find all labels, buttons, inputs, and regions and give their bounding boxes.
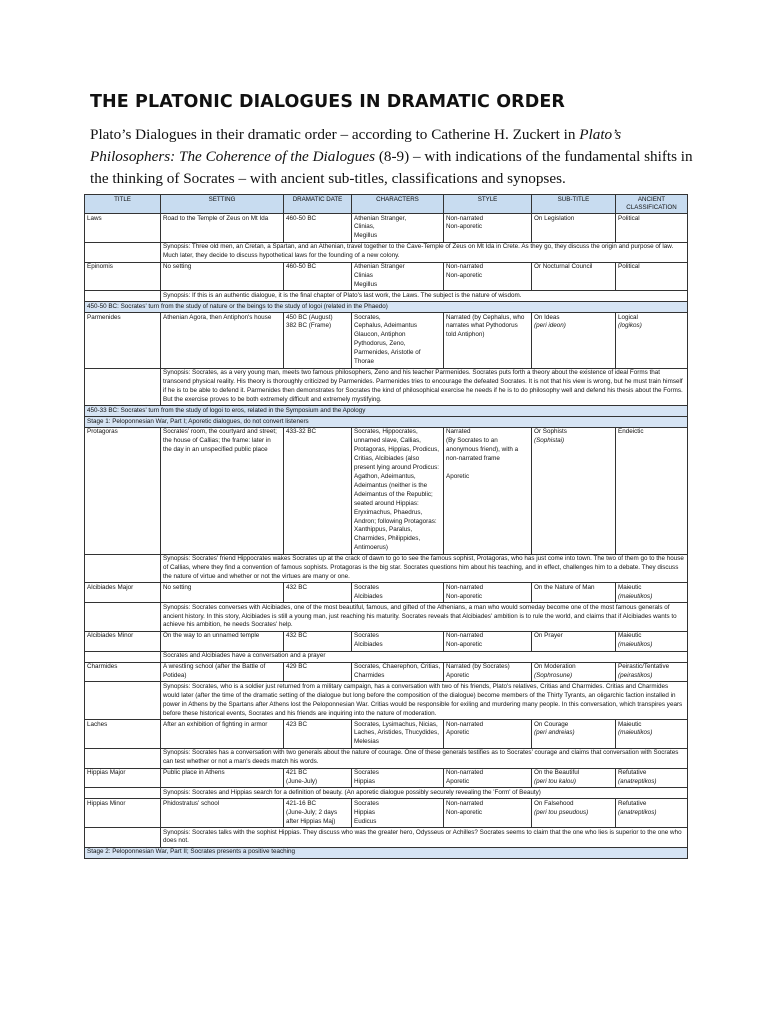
synopsis-text: Synopsis: Socrates converses with Alcibiades, one of the most beautiful, famous, and gifted of the Athenians, a man who would someday become one of the most famous generals of ancient history. In this story, Alcibiades is still a young man, just reaching his maturity. Socrates reveals that Alcibiades' ambition is to rule the world, and claims that if Alcibiades wants to achieve his ambition, he needs Socrates' help. bbox=[161, 603, 688, 632]
col-header-characters: CHARACTERS bbox=[352, 195, 444, 214]
setting-cell: A wrestling school (after the Battle of Potidea) bbox=[161, 662, 284, 682]
characters-cell: Athenian Stranger, Clinias, Megillus bbox=[352, 214, 444, 243]
subtitle-cell bbox=[532, 214, 616, 243]
dramatic-date-cell: 421 BC (June-July) bbox=[284, 768, 352, 788]
subtitle-text: On Legislation bbox=[534, 214, 575, 222]
section-band-row bbox=[85, 302, 688, 313]
dramatic-date-cell: 421-16 BC (June-July; 2 days after Hippias Maj) bbox=[284, 799, 352, 828]
characters-cell: Socrates, Cephalus, Adeimantus Glaucon, Antiphon Pythodorus, Zeno, Parmenides, Aristotle of Thorae bbox=[352, 313, 444, 368]
classification-greek: (maieutikos) bbox=[618, 592, 653, 600]
subtitle-text: On Courage bbox=[534, 720, 569, 728]
style-cell: Narrated (By Socrates to an anonymous friend), with a non-narrated frame Aporetic bbox=[444, 427, 532, 554]
dramatic-date-cell: 432 BC bbox=[284, 583, 352, 603]
col-header-style: STYLE bbox=[444, 195, 532, 214]
synopsis-row bbox=[85, 242, 688, 262]
dialogue-row bbox=[85, 427, 688, 554]
synopsis-spacer bbox=[85, 682, 161, 720]
synopsis-text: Synopsis: Socrates' friend Hippocrates wakes Socrates up at the crack of dawn to go to see the famous sophist, Protagoras, who has just come into town. The two of them go to the house of Callias, where they find a convention of famous sophists. Protagoras is the big star. Socrates questions him about his teaching, and in effect, challenges him to a debate. They discuss the nature of virtue and whether or not the virtues are many or one. bbox=[161, 554, 688, 583]
subtitle-cell bbox=[532, 631, 616, 651]
classification-greek: (anatreptikos) bbox=[618, 777, 657, 785]
classification-text: Maieutic bbox=[618, 583, 642, 591]
characters-cell: Athenian Stranger Clinias Megillus bbox=[352, 262, 444, 291]
setting-cell: Road to the Temple of Zeus on Mt Ida bbox=[161, 214, 284, 243]
intro-text-2: (8-9) – with indications of the fundamental shifts in the thinking of Socrates – with ancient sub-titles, classifications and synopses. bbox=[90, 148, 693, 187]
classification-text: Political bbox=[618, 263, 640, 271]
synopsis-text: Synopsis: If this is an authentic dialogue, it is the final chapter of Plato's last work, the Laws. The subject is the nature of wisdom. bbox=[161, 291, 688, 302]
characters-cell: Socrates Alcibiades bbox=[352, 583, 444, 603]
style-cell: Non-narrated Non-aporetic bbox=[444, 583, 532, 603]
synopsis-spacer bbox=[85, 788, 161, 799]
table-header-row bbox=[85, 195, 688, 214]
synopsis-row bbox=[85, 554, 688, 583]
intro-paragraph bbox=[90, 124, 700, 190]
section-band-text: Stage 1: Peloponnesian War, Part I; Aporetic dialogues, do not convert listeners bbox=[85, 417, 688, 428]
style-cell: Non-narrated Non-aporetic bbox=[444, 262, 532, 291]
dramatic-date-cell: 433-32 BC bbox=[284, 427, 352, 554]
subtitle-greek: (Sophistai) bbox=[534, 437, 565, 445]
synopsis-spacer bbox=[85, 748, 161, 768]
subtitle-text: On the Nature of Man bbox=[534, 583, 595, 591]
style-cell: Non-narrated Aporetic bbox=[444, 720, 532, 749]
classification-greek: (peirastikos) bbox=[618, 672, 653, 679]
classification-greek: (anatreptikos) bbox=[618, 808, 657, 816]
subtitle-cell bbox=[532, 768, 616, 788]
characters-cell: Socrates Alcibiades bbox=[352, 631, 444, 651]
subtitle-cell bbox=[532, 262, 616, 291]
synopsis-text: Socrates and Alcibiades have a conversation and a prayer bbox=[161, 651, 688, 662]
synopsis-row bbox=[85, 828, 688, 848]
subtitle-text: Or Sophists bbox=[534, 428, 567, 436]
subtitle-greek: (peri ideon) bbox=[534, 322, 566, 330]
dramatic-date-cell: 429 BC bbox=[284, 662, 352, 682]
section-band-text: 450-50 BC: Socrates' turn from the study of nature or the beings to the study of logoi (related in the Phaedo) bbox=[85, 302, 688, 313]
dialogue-row bbox=[85, 583, 688, 603]
classification-greek: (logikos) bbox=[618, 322, 642, 330]
table-body bbox=[85, 214, 688, 859]
dialogue-title-cell: Laws bbox=[85, 214, 161, 243]
synopsis-spacer bbox=[85, 828, 161, 848]
setting-cell: No setting bbox=[161, 262, 284, 291]
section-band-text: 450-33 BC: Socrates' turn from the study of logoi to eros, related in the Symposium and the Apology bbox=[85, 406, 688, 417]
dramatic-date-cell: 460-50 BC bbox=[284, 214, 352, 243]
subtitle-text: On Moderation bbox=[534, 663, 576, 671]
section-band-row bbox=[85, 417, 688, 428]
classification-cell bbox=[616, 262, 688, 291]
setting-cell: Athenian Agora, then Antiphon's house bbox=[161, 313, 284, 368]
classification-cell bbox=[616, 768, 688, 788]
synopsis-spacer bbox=[85, 291, 161, 302]
dramatic-date-cell: 432 BC bbox=[284, 631, 352, 651]
classification-greek: (maieutikos) bbox=[618, 641, 653, 649]
document-title: THE PLATONIC DIALOGUES IN DRAMATIC ORDER bbox=[90, 92, 565, 112]
classification-cell bbox=[616, 720, 688, 749]
classification-text: Refutative bbox=[618, 769, 647, 777]
classification-greek: (maieutikos) bbox=[618, 729, 653, 737]
dialogue-title-cell: Alcibiades Minor bbox=[85, 631, 161, 651]
subtitle-cell bbox=[532, 720, 616, 749]
classification-cell bbox=[616, 799, 688, 828]
dialogue-title-cell: Alcibiades Major bbox=[85, 583, 161, 603]
subtitle-greek: (peri tou pseudous) bbox=[534, 808, 589, 816]
setting-cell: Socrates' room, the courtyard and street; the house of Callias; the frame: later in the day in an unspecified public place bbox=[161, 427, 284, 554]
dialogue-title-cell: Parmenides bbox=[85, 313, 161, 368]
dialogue-row bbox=[85, 631, 688, 651]
classification-cell bbox=[616, 313, 688, 368]
synopsis-spacer bbox=[85, 554, 161, 583]
section-band-text: Stage 2: Peloponnesian War, Part II; Socrates presents a positive teaching bbox=[85, 847, 688, 858]
subtitle-cell bbox=[532, 799, 616, 828]
classification-cell bbox=[616, 583, 688, 603]
subtitle-cell bbox=[532, 427, 616, 554]
dialogue-title-cell: Hippias Major bbox=[85, 768, 161, 788]
synopsis-text: Synopsis: Socrates, as a very young man, meets two famous philosophers, Zeno and his teacher Parmenides. Socrates puts forth a theory about the existence of ideal Forms that transcend physical reality. His theory is thoroughly criticized by Parmenides. Parmenides tries to encourage the defeated Socrates. It is not that his view is wrong, but he must train himself if he is to be able to defend it. Parmenides then demonstrates for Socrates the kind of philosophical exercise he needs if he is to do philosophy well and defend his thesis about the Forms. But the exercise proves to be both extremely difficult and extremely mystifying. bbox=[161, 368, 688, 406]
dialogue-row bbox=[85, 214, 688, 243]
dialogue-title-cell: Laches bbox=[85, 720, 161, 749]
dialogue-title-cell: Protagoras bbox=[85, 427, 161, 554]
dialogue-title-cell: Hippias Minor bbox=[85, 799, 161, 828]
characters-cell: Socrates Hippias bbox=[352, 768, 444, 788]
subtitle-text: Or Nocturnal Council bbox=[534, 263, 593, 271]
synopsis-row bbox=[85, 788, 688, 799]
subtitle-text: On the Beautiful bbox=[534, 769, 580, 777]
classification-text: Endeictic bbox=[618, 428, 644, 436]
synopsis-text: Synopsis: Socrates, who is a soldier just returned from a military campaign, has a conversation with two of his friends, Plato's relatives, Critias and Charmides. Critias and Charmides would later (after the time of the dramatic setting of the dialogue but long before the composition of the dialogue) become members of the Thirty Tyrants, an oligarchic faction installed in power in Athens by the Spartans after Athens lost the Peloponnesian War. Critias would be responsible for exiling and murdering many people. In this conversation, which transpires years before these historical events, Socrates and his friends are inquiring into the nature of moderation. bbox=[161, 682, 688, 720]
setting-cell: After an exhibition of fighting in armor bbox=[161, 720, 284, 749]
characters-cell: Socrates, Chaerephon, Critias, Charmides bbox=[352, 662, 444, 682]
synopsis-row bbox=[85, 748, 688, 768]
classification-cell bbox=[616, 631, 688, 651]
synopsis-spacer bbox=[85, 603, 161, 632]
subtitle-text: On Falsehood bbox=[534, 799, 574, 807]
col-header-classification: ANCIENT CLASSIFICATION bbox=[616, 195, 688, 214]
dramatic-date-cell: 423 BC bbox=[284, 720, 352, 749]
characters-cell: Socrates, Lysimachus, Nicias, Laches, Aristides, Thucydides, Melesias bbox=[352, 720, 444, 749]
dramatic-date-cell: 450 BC (August) 382 BC (Frame) bbox=[284, 313, 352, 368]
setting-cell: Phidostratus' school bbox=[161, 799, 284, 828]
book-title: Plato’s Philosophers: The Coherence of the Dialogues bbox=[90, 126, 622, 165]
setting-cell: No setting bbox=[161, 583, 284, 603]
subtitle-cell bbox=[532, 313, 616, 368]
synopsis-spacer bbox=[85, 651, 161, 662]
dialogue-row bbox=[85, 262, 688, 291]
col-header-setting: SETTING bbox=[161, 195, 284, 214]
classification-text: Peirastic/Tentative bbox=[618, 663, 670, 671]
col-header-title: TITLE bbox=[85, 195, 161, 214]
subtitle-text: On Prayer bbox=[534, 632, 563, 640]
style-cell: Narrated (by Socrates) Aporetic bbox=[444, 662, 532, 682]
classification-cell bbox=[616, 427, 688, 554]
synopsis-text: Synopsis: Socrates talks with the sophist Hippias. They discuss who was the greater hero, Odysseus or Achilles? Socrates seems to claim that the one who lies is superior to the one who does not. bbox=[161, 828, 688, 848]
synopsis-spacer bbox=[85, 242, 161, 262]
style-cell: Non-narrated Non-aporetic bbox=[444, 799, 532, 828]
synopsis-text: Synopsis: Socrates has a conversation with two generals about the nature of courage. One of these generals testifies as to Socrates' courage and claims that conversation with Socrates can test whether or not a man's deeds match his words. bbox=[161, 748, 688, 768]
subtitle-cell bbox=[532, 583, 616, 603]
dialogues-table bbox=[84, 194, 688, 859]
dialogue-row bbox=[85, 313, 688, 368]
classification-cell bbox=[616, 662, 688, 682]
synopsis-row bbox=[85, 603, 688, 632]
subtitle-text: On Ideas bbox=[534, 313, 560, 321]
subtitle-greek: (peri andreias) bbox=[534, 729, 575, 737]
classification-cell bbox=[616, 214, 688, 243]
classification-text: Maieutic bbox=[618, 720, 642, 728]
dialogue-row bbox=[85, 720, 688, 749]
classification-text: Logical bbox=[618, 313, 638, 321]
intro-text-1: Plato’s Dialogues in their dramatic order – according to Catherine H. Zuckert in bbox=[90, 126, 580, 143]
subtitle-greek: (Sophrosune) bbox=[534, 672, 573, 679]
col-header-date: DRAMATIC DATE bbox=[284, 195, 352, 214]
section-band-row bbox=[85, 406, 688, 417]
dialogue-row bbox=[85, 662, 688, 682]
synopsis-text: Synopsis: Three old men, an Cretan, a Spartan, and an Athenian, travel together to the Cave-Temple of Zeus on Mt Ida in Crete. As they go, they discuss the origin and purpose of law. Much later, they decide to discuss hypothetical laws for the founding of a new colony. bbox=[161, 242, 688, 262]
synopsis-row bbox=[85, 651, 688, 662]
setting-cell: On the way to an unnamed temple bbox=[161, 631, 284, 651]
dialogue-title-cell: Epinomis bbox=[85, 262, 161, 291]
style-cell: Non-narrated Non-aporetic bbox=[444, 214, 532, 243]
style-cell: Non-narrated Non-aporetic bbox=[444, 631, 532, 651]
synopsis-row bbox=[85, 291, 688, 302]
col-header-subtitle: SUB-TITLE bbox=[532, 195, 616, 214]
dialogue-title-cell: Charmides bbox=[85, 662, 161, 682]
style-cell: Non-narrated Aporetic bbox=[444, 768, 532, 788]
setting-cell: Public place in Athens bbox=[161, 768, 284, 788]
synopsis-row bbox=[85, 682, 688, 720]
dramatic-date-cell: 460-50 BC bbox=[284, 262, 352, 291]
section-band-row bbox=[85, 847, 688, 858]
characters-cell: Socrates Hippias Eudicus bbox=[352, 799, 444, 828]
dialogue-row bbox=[85, 799, 688, 828]
characters-cell: Socrates, Hippocrates, unnamed slave, Callias, Protagoras, Hippias, Prodicus, Critias, Alcibiades (also present lying around Prodicus: Agathon, Adeimantus, Adeimantus (neither is the Adeimantus of the Republic; seated around Hippias: Eryximachus, Phaedrus, Andron; following Protagoras: Xanthippus, Paralus, Charmides, Philippides, Antimoerus) bbox=[352, 427, 444, 554]
subtitle-greek: (peri tou kalou) bbox=[534, 777, 576, 785]
synopsis-row bbox=[85, 368, 688, 406]
dialogue-row bbox=[85, 768, 688, 788]
classification-text: Maieutic bbox=[618, 632, 642, 640]
style-cell: Narrated (by Cephalus, who narrates what Pythodorus told Antiphon) bbox=[444, 313, 532, 368]
synopsis-text: Synopsis: Socrates and Hippias search for a definition of beauty. (An aporetic dialogue possibly securely revealing the 'Form' of Beauty) bbox=[161, 788, 688, 799]
synopsis-spacer bbox=[85, 368, 161, 406]
subtitle-cell bbox=[532, 662, 616, 682]
classification-text: Refutative bbox=[618, 799, 647, 807]
classification-text: Political bbox=[618, 214, 640, 222]
